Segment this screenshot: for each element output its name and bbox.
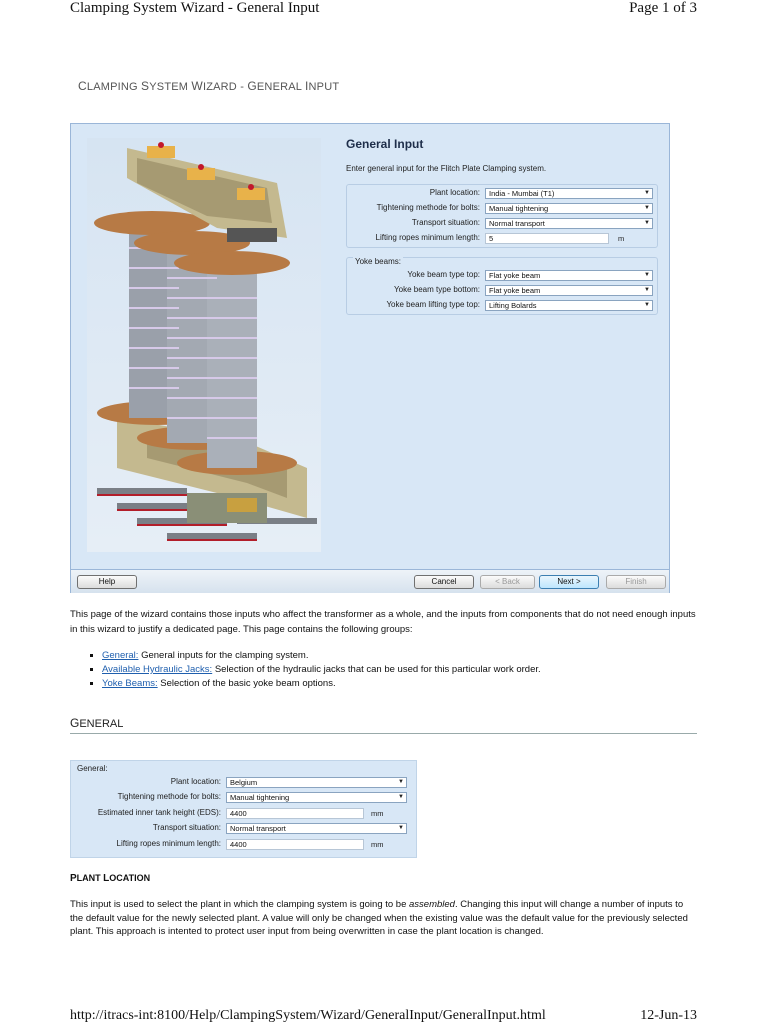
- wizard-subtitle: Enter general input for the Flitch Plate Clamping system.: [346, 164, 547, 173]
- tightening-method-label: Tightening methode for bolts:: [376, 203, 480, 212]
- tightening-method-label: Tightening methode for bolts:: [117, 792, 221, 801]
- finish-button[interactable]: Finish: [606, 575, 666, 589]
- chevron-down-icon: ▼: [644, 287, 650, 293]
- tightening-method-select[interactable]: Manual tightening ▼: [485, 203, 653, 214]
- page-number: Page 1 of 3: [629, 0, 697, 16]
- plant-location-paragraph: This input is used to select the plant in which the clamping system is going to be assembled. Changing this input will change a number of inputs to the default value for the newly selected plant. A value will only be changed when the existing value was the default value for the previously selected plant. This approach is intented to protect user input from being overwritten in case the plant location is changed.: [70, 899, 688, 937]
- section-title: CLAMPING SYSTEM WIZARD - GENERAL INPUT: [78, 79, 340, 93]
- lifting-ropes-input[interactable]: 4400: [226, 839, 364, 850]
- general-heading: GENERAL: [70, 716, 697, 734]
- next-button[interactable]: Next >: [539, 575, 599, 589]
- plant-location-label: Plant location:: [170, 777, 221, 786]
- yoke-beams-link[interactable]: Yoke Beams:: [102, 678, 158, 689]
- chevron-down-icon: ▼: [644, 272, 650, 278]
- chevron-down-icon: ▼: [398, 825, 404, 831]
- yoke-beam-bottom-select[interactable]: Flat yoke beam ▼: [485, 285, 653, 296]
- chevron-down-icon: ▼: [398, 779, 404, 785]
- intro-paragraph: This page of the wizard contains those inputs who affect the transformer as a whole, and the inputs from components that do not need enough inputs in this wizard to justify a dedicated page. This page contains the following groups:: [70, 609, 696, 635]
- plant-location-select[interactable]: Belgium ▼: [226, 777, 407, 788]
- lifting-ropes-label: Lifting ropes minimum length:: [375, 233, 480, 242]
- page-header-title: Clamping System Wizard - General Input: [70, 0, 320, 16]
- transport-situation-label: Transport situation:: [411, 218, 480, 227]
- chevron-down-icon: ▼: [644, 302, 650, 308]
- general-fields-group: [346, 184, 658, 248]
- lifting-ropes-unit: mm: [371, 840, 384, 849]
- chevron-down-icon: ▼: [644, 190, 650, 196]
- transport-situation-select[interactable]: Normal transport ▼: [226, 823, 407, 834]
- wizard-button-bar: [71, 569, 669, 593]
- list-item: ▪ Yoke Beams: Selection of the basic yoke beam options.: [102, 677, 541, 691]
- yoke-beam-bottom-label: Yoke beam type bottom:: [394, 285, 480, 294]
- hydraulic-jacks-link[interactable]: Available Hydraulic Jacks:: [102, 664, 213, 675]
- tank-height-unit: mm: [371, 809, 384, 818]
- yoke-beams-group: [346, 257, 658, 315]
- yoke-beams-group-label: Yoke beams:: [355, 257, 401, 266]
- lifting-ropes-unit: m: [618, 234, 625, 243]
- wizard-heading: General Input: [346, 137, 424, 151]
- chevron-down-icon: ▼: [644, 220, 650, 226]
- yoke-lifting-type-label: Yoke beam lifting type top:: [386, 300, 480, 309]
- yoke-lifting-type-select[interactable]: Lifting Bolards ▼: [485, 300, 653, 311]
- plant-location-select[interactable]: India - Mumbai (T1) ▼: [485, 188, 653, 199]
- help-button[interactable]: Help: [77, 575, 137, 589]
- page-footer-url: http://itracs-int:8100/Help/ClampingSystem/Wizard/GeneralInput/GeneralInput.html: [70, 1008, 546, 1023]
- tank-height-input[interactable]: 4400: [226, 808, 364, 819]
- yoke-beam-top-label: Yoke beam type top:: [407, 270, 480, 279]
- list-item: ▪ Available Hydraulic Jacks: Selection of the hydraulic jacks that can be used for this particular work order.: [102, 663, 541, 677]
- transport-situation-select[interactable]: Normal transport ▼: [485, 218, 653, 229]
- chevron-down-icon: ▼: [644, 205, 650, 211]
- general-group-label: General:: [77, 764, 108, 773]
- list-item: ▪ General: General inputs for the clamping system.: [102, 649, 541, 663]
- lifting-ropes-input[interactable]: 5: [485, 233, 609, 244]
- cancel-button[interactable]: Cancel: [414, 575, 474, 589]
- transport-situation-label: Transport situation:: [152, 823, 221, 832]
- tightening-method-select[interactable]: Manual tightening ▼: [226, 792, 407, 803]
- general-panel: [70, 760, 417, 858]
- clamping-system-illustration: [87, 138, 321, 552]
- chevron-down-icon: ▼: [398, 794, 404, 800]
- wizard-window: [70, 123, 670, 593]
- general-link[interactable]: General:: [102, 650, 139, 661]
- back-button[interactable]: < Back: [480, 575, 535, 589]
- yoke-beam-top-select[interactable]: Flat yoke beam ▼: [485, 270, 653, 281]
- plant-location-heading: PLANT LOCATION: [70, 873, 151, 884]
- page-footer-date: 12-Jun-13: [640, 1008, 697, 1023]
- lifting-ropes-label: Lifting ropes minimum length:: [116, 839, 221, 848]
- plant-location-label: Plant location:: [429, 188, 480, 197]
- tank-height-label: Estimated inner tank height (EDS):: [97, 808, 221, 817]
- group-list: [88, 649, 541, 691]
